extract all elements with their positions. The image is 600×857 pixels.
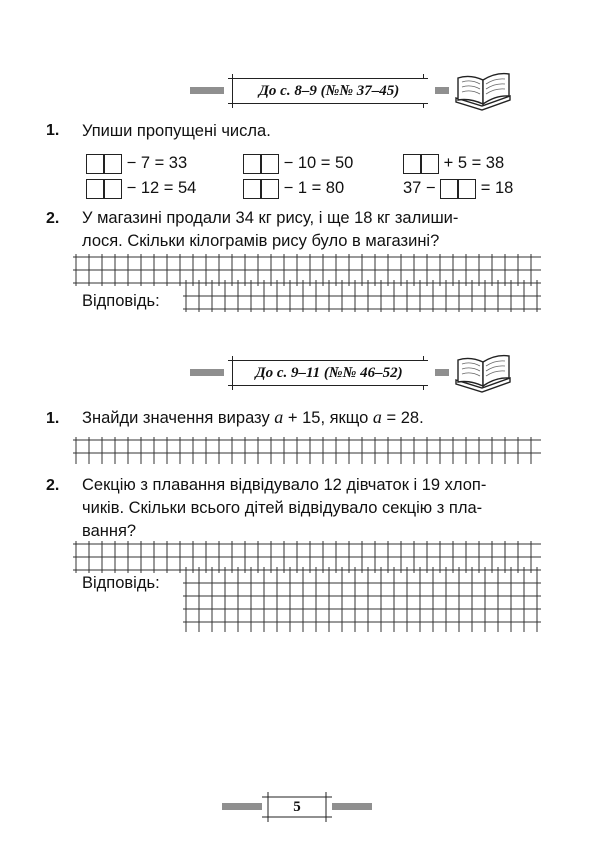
answer-box[interactable]: [403, 154, 439, 174]
task-number: 2.: [46, 210, 60, 227]
section-header-1: [190, 68, 520, 112]
equation-text: 37 −: [403, 179, 436, 197]
equation: [243, 177, 344, 199]
equation: [86, 177, 196, 199]
answer-label: Відповідь:: [82, 292, 160, 310]
answer-box[interactable]: [440, 179, 476, 199]
header-bar-right: [435, 369, 449, 376]
equation-text: − 10 = 50: [283, 154, 354, 172]
task-text-line: лося. Скільки кілограмів рису було в магазині?: [82, 232, 440, 250]
section-title: До с. 9–11 (№№ 46–52): [234, 361, 424, 385]
page-footer: [222, 792, 372, 822]
equation-text: − 7 = 33: [126, 154, 188, 172]
answer-box[interactable]: [86, 179, 122, 199]
equation: [403, 177, 513, 199]
header-bar-right: [435, 87, 449, 94]
task-text: Упиши пропущені числа.: [82, 122, 271, 140]
task-text-line: У магазині продали 34 кг рису, і ще 18 кг залиши-: [82, 209, 459, 227]
task-number: 2.: [46, 477, 60, 494]
footer-bar-left: [222, 803, 262, 810]
task-number: 1.: [46, 122, 60, 139]
equation: [243, 152, 353, 174]
open-book-icon: [452, 68, 516, 112]
answer-box[interactable]: [243, 179, 279, 199]
footer-bar-right: [332, 803, 372, 810]
answer-label: Відповідь:: [82, 574, 160, 592]
equation-text: + 5 = 38: [443, 154, 505, 172]
equation: [403, 152, 504, 174]
task-text-line: чиків. Скільки всього дітей відвідувало секцію з пла-: [82, 499, 483, 517]
writing-grid[interactable]: [72, 436, 542, 464]
equation-text: = 18: [480, 179, 514, 197]
section-title: До с. 8–9 (№№ 37–45): [234, 79, 424, 103]
answer-box[interactable]: [86, 154, 122, 174]
open-book-icon: [452, 350, 516, 394]
answer-box[interactable]: [243, 154, 279, 174]
task-text-line: Секцію з плавання відвідувало 12 дівчаток і 19 хлоп-: [82, 476, 487, 494]
page-number: 5: [293, 799, 301, 815]
task-number: 1.: [46, 410, 60, 427]
task-text: Знайди значення виразу a + 15, якщо a = 28.: [82, 407, 424, 427]
task-text-line: вання?: [82, 522, 137, 540]
header-bar-left: [190, 87, 224, 94]
equation-text: − 12 = 54: [126, 179, 197, 197]
header-bar-left: [190, 369, 224, 376]
equation: [86, 152, 187, 174]
section-header-2: [190, 350, 520, 394]
equation-text: − 1 = 80: [283, 179, 345, 197]
